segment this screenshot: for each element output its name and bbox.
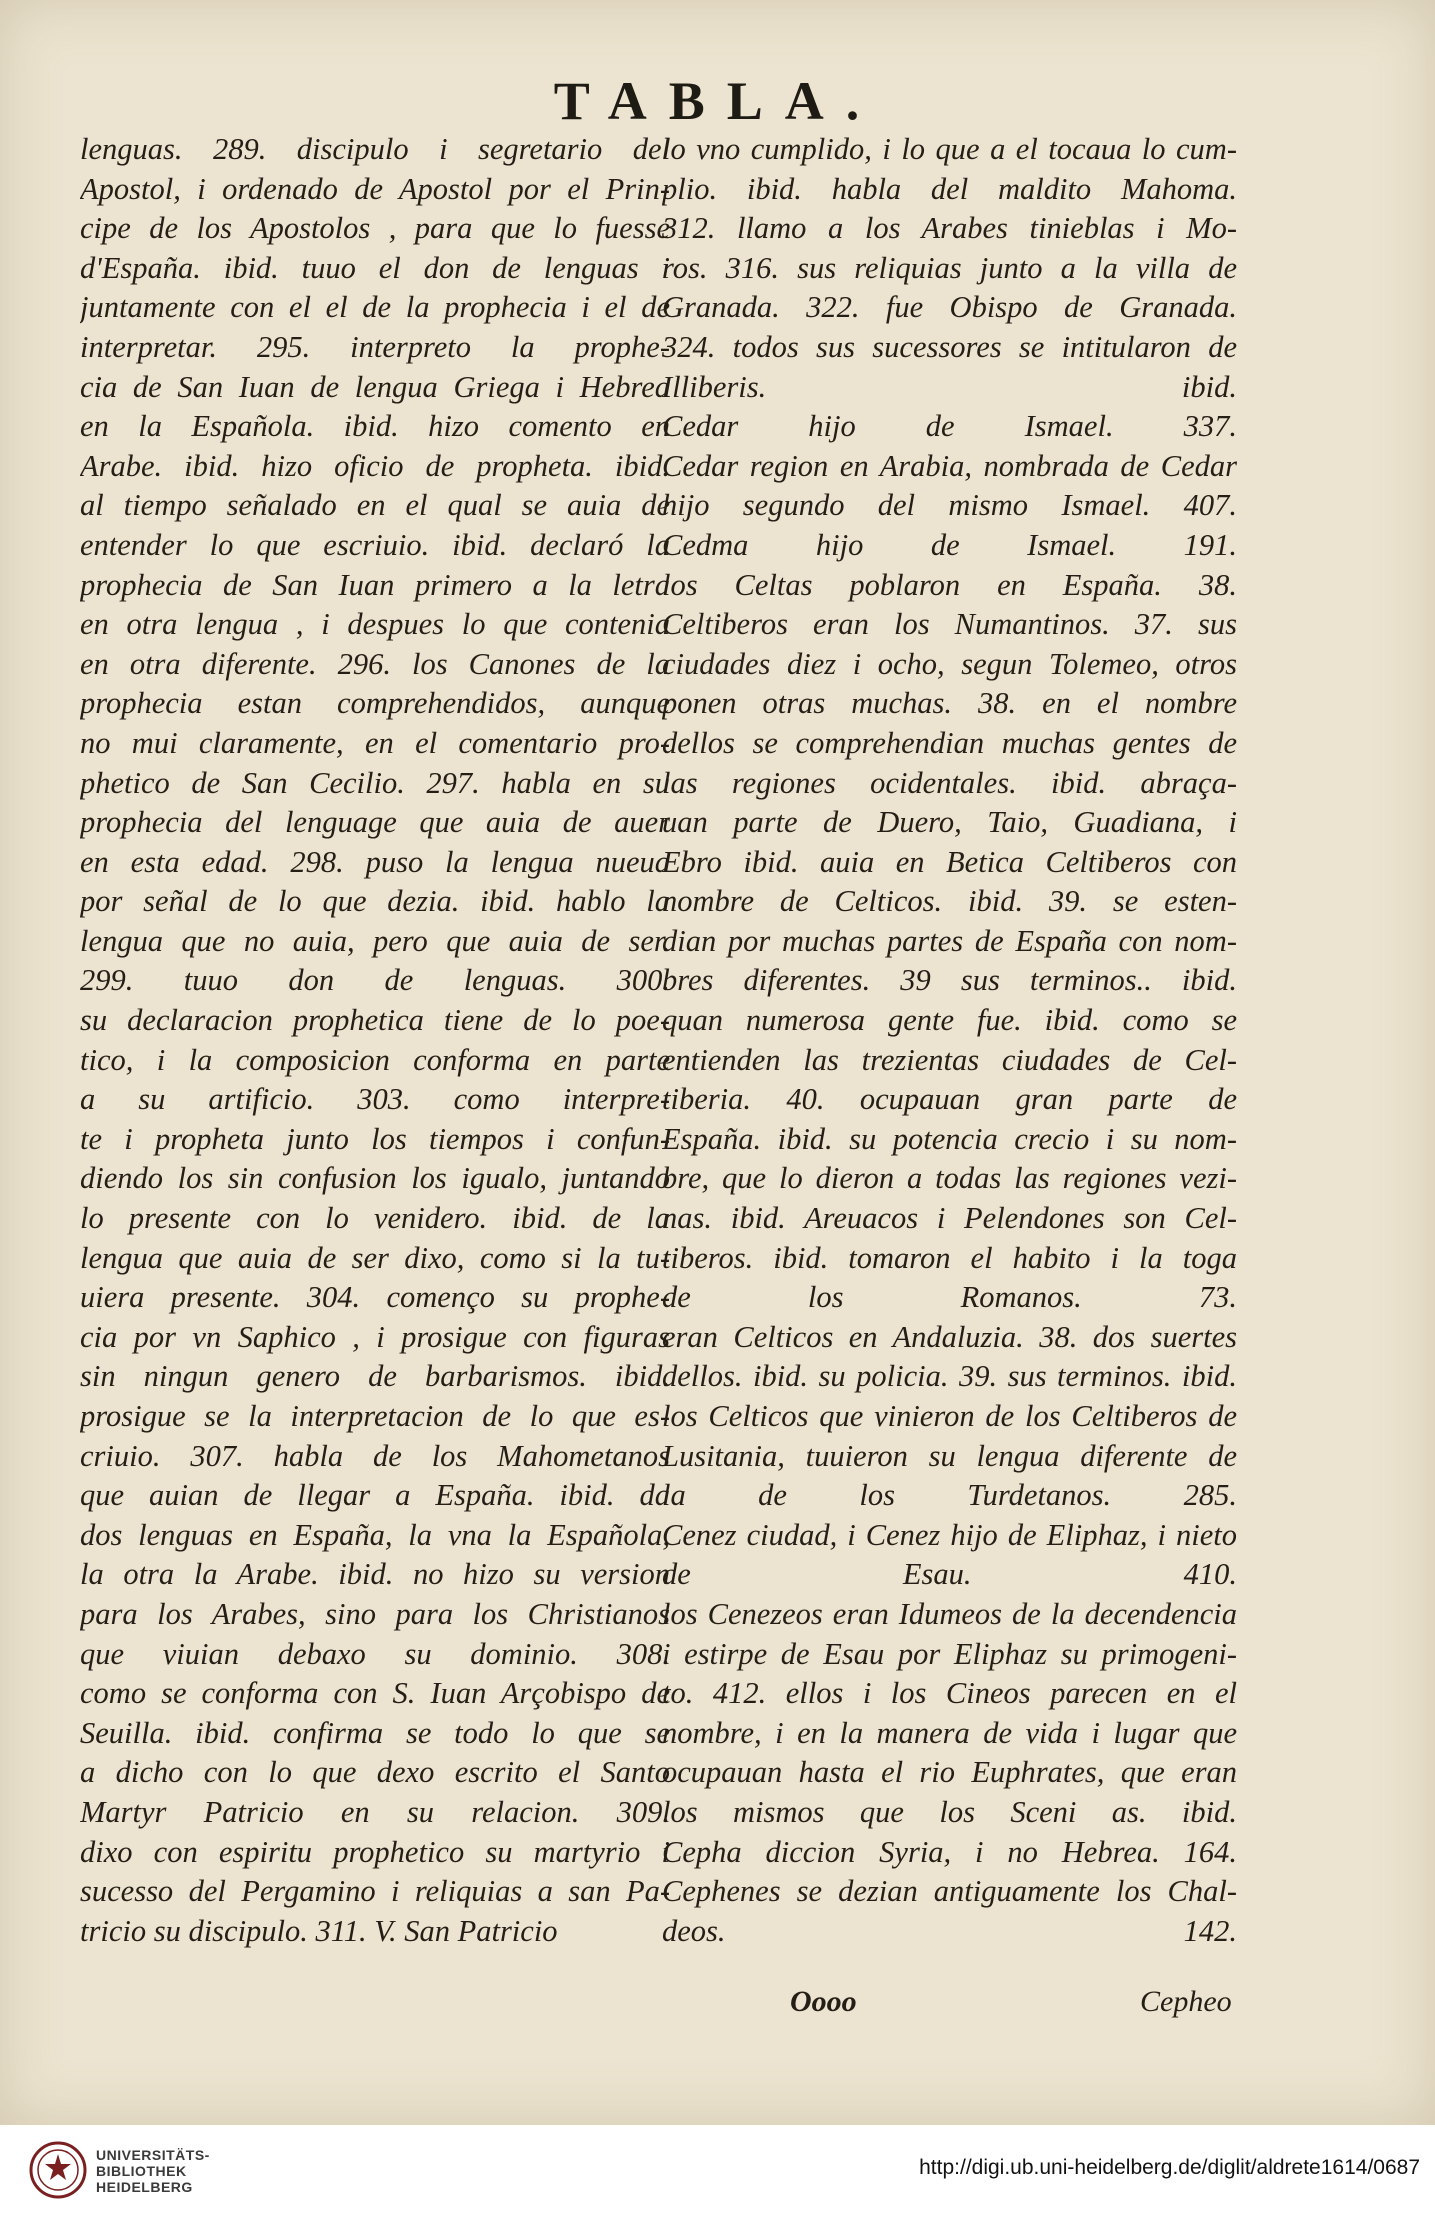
text-line: juntamente con el el de la prophecia i el de xyxy=(80,290,670,325)
text-line: uiera presente. 304. començo su prophe- xyxy=(80,1280,670,1315)
text-line: nombre de Celticos. ibid. 39. se esten- xyxy=(662,884,1237,919)
text-line: cia de San Iuan de lengua Griega i Hebrea xyxy=(80,369,670,404)
text-line: dian por muchas partes de España con nom- xyxy=(662,923,1237,958)
library-name-line: HEIDELBERG xyxy=(96,2179,193,2195)
text-line: Granada. 322. fue Obispo de Granada. xyxy=(662,290,1237,325)
text-line: bres diferentes. 39 sus terminos.. ibid. xyxy=(662,963,1237,998)
text-line: como se conforma con S. Iuan Arçobispo de xyxy=(80,1676,670,1711)
text-line: no mui claramente, en el comentario pro- xyxy=(80,725,670,760)
text-line: tico, i la composicion conforma en parte xyxy=(80,1042,670,1077)
left-column xyxy=(80,130,670,1951)
text-line: Cedar hijo de Ismael. 337. xyxy=(662,409,1237,444)
text-line: en esta edad. 298. puso la lengua nueua xyxy=(80,844,670,879)
text-line: prophecia de San Iuan primero a la letra xyxy=(80,567,670,602)
text-line: Martyr Patricio en su relacion. 309. xyxy=(80,1794,670,1829)
text-line: 312. llamo a los Arabes tinieblas i Mo- xyxy=(662,211,1237,246)
text-line: ros. 316. sus reliquias junto a la villa de xyxy=(662,250,1237,285)
text-line: diendo los sin confusion los igualo, juntando xyxy=(80,1161,670,1196)
text-line: sin ningun genero de barbarismos. ibid. xyxy=(80,1359,670,1394)
text-line: te i propheta junto los tiempos i confun- xyxy=(80,1121,670,1156)
text-line: en otra lengua , i despues lo que contenia xyxy=(80,607,670,642)
text-line: los Cenezeos eran Idumeos de la decendencia xyxy=(662,1596,1237,1631)
text-line: Illiberis. ibid. xyxy=(662,369,1237,404)
text-line: ponen otras muchas. 38. en el nombre xyxy=(662,686,1237,721)
text-line: por señal de lo que dezia. ibid. hablo la xyxy=(80,884,670,919)
text-line: plio. ibid. habla del maldito Mahoma. xyxy=(662,171,1237,206)
text-line: para los Arabes, sino para los Christianos xyxy=(80,1596,670,1631)
text-line: Cedma hijo de Ismael. 191. xyxy=(662,527,1237,562)
text-line: que viuian debaxo su dominio. 308. xyxy=(80,1636,670,1671)
text-line: Celtiberos eran los Numantinos. 37. sus xyxy=(662,607,1237,642)
text-line: en la Española. ibid. hizo comento en xyxy=(80,409,670,444)
text-line: Seuilla. ibid. confirma se todo lo que se xyxy=(80,1715,670,1750)
text-line: lengua que no auia, pero que auia de ser. xyxy=(80,923,670,958)
text-line: phetico de San Cecilio. 297. habla en su xyxy=(80,765,670,800)
text-line: de los Romanos. 73. xyxy=(662,1280,1237,1315)
text-line: prosigue se la interpretacion de lo que es- xyxy=(80,1399,670,1433)
text-line: cia por vn Saphico , i prosigue con figuras xyxy=(80,1319,670,1354)
text-line: dellos se comprehendian muchas gentes de xyxy=(662,725,1237,760)
text-line: prophecia estan comprehendidos, aunque xyxy=(80,686,670,721)
text-line: deos. 142. xyxy=(662,1913,1237,1948)
catchword: Cepheo xyxy=(1140,1985,1232,2018)
text-line: eran Celticos en Andaluzia. 38. dos suertes xyxy=(662,1319,1237,1354)
text-line: d'España. ibid. tuuo el don de lenguas i xyxy=(80,250,670,285)
text-line: dos lenguas en España, la vna la Española, xyxy=(80,1517,670,1552)
text-line: España. ibid. su potencia crecio i su nom- xyxy=(662,1121,1237,1156)
text-line: Cephenes se dezian antiguamente los Chal- xyxy=(662,1874,1237,1909)
text-line: prophecia del lenguage que auia de auer xyxy=(80,805,670,840)
text-line: que auian de llegar a España. ibid. da xyxy=(80,1478,670,1513)
text-line: 324. todos sus sucessores se intitularon de xyxy=(662,329,1237,364)
text-line: Cedar region en Arabia, nombrada de Cedar xyxy=(662,448,1237,483)
library-name-line: BIBLIOTHEK xyxy=(96,2163,187,2179)
text-line: Cenez ciudad, i Cenez hijo de Eliphaz, i nieto xyxy=(662,1517,1237,1552)
text-line: los Celtas poblaron en España. 38. xyxy=(662,567,1237,602)
text-line: 299. tuuo don de lenguas. 300. xyxy=(80,963,670,998)
right-column xyxy=(662,130,1237,1951)
text-line: a su artificio. 303. como interpre- xyxy=(80,1082,670,1117)
signature-mark: Oooo xyxy=(790,1985,857,2018)
text-line: lengua que auia de ser dixo, como si la tu- xyxy=(80,1240,670,1275)
text-line: Arabe. ibid. hizo oficio de propheta. ibid. xyxy=(80,448,670,483)
text-line: lenguas. 289. discipulo i segretario del xyxy=(80,132,670,166)
text-line: la de los Turdetanos. 285. xyxy=(662,1478,1237,1513)
text-line: uan parte de Duero, Taio, Guadiana, i xyxy=(662,805,1237,840)
page-header-title: TABLA. xyxy=(553,71,882,131)
text-line: i estirpe de Esau por Eliphaz su primogeni- xyxy=(662,1636,1237,1671)
library-name xyxy=(96,2147,210,2195)
text-line: nombre, i en la manera de vida i lugar que xyxy=(662,1715,1237,1750)
text-line: Cepha diccion Syria, i no Hebrea. 164. xyxy=(662,1834,1237,1869)
text-line: bre, que lo dieron a todas las regiones vezi- xyxy=(662,1161,1237,1196)
text-line: lo presente con lo venidero. ibid. de la xyxy=(80,1201,670,1236)
text-line: la otra la Arabe. ibid. no hizo su version xyxy=(80,1557,670,1592)
text-line: entienden las trezientas ciudades de Cel- xyxy=(662,1042,1237,1077)
text-line: su declaracion prophetica tiene de lo poe- xyxy=(80,1003,670,1038)
university-seal-icon xyxy=(28,2140,88,2200)
text-line: entender lo que escriuio. ibid. declaró la xyxy=(80,527,670,562)
text-line: las regiones ocidentales. ibid. abraça- xyxy=(662,765,1237,800)
text-line: dellos. ibid. su policia. 39. sus terminos. ibid. xyxy=(662,1359,1237,1394)
text-line: sucesso del Pergamino i reliquias a san Pa- xyxy=(80,1874,670,1909)
text-line: Apostol, i ordenado de Apostol por el Prin- xyxy=(80,171,670,206)
text-line: de Esau. 410. xyxy=(662,1557,1237,1592)
text-line: al tiempo señalado en el qual se auia de xyxy=(80,488,670,523)
text-line: dixo con espiritu prophetico su martyrio i xyxy=(80,1834,670,1869)
text-line: to. 412. ellos i los Cineos parecen en el xyxy=(662,1676,1237,1711)
text-line: tricio su discipulo. 311. V. San Patricio xyxy=(80,1913,558,1948)
text-line: lo vno cumplido, i lo que a el tocaua lo cum- xyxy=(662,132,1237,166)
text-line: Ebro ibid. auia en Betica Celtiberos con xyxy=(662,844,1237,879)
library-name-line: UNIVERSITÄTS- xyxy=(96,2147,210,2163)
text-line: quan numerosa gente fue. ibid. como se xyxy=(662,1003,1237,1038)
text-line: hijo segundo del mismo Ismael. 407. xyxy=(662,488,1237,523)
footer-bar xyxy=(0,2125,1435,2235)
text-line: en otra diferente. 296. los Canones de la xyxy=(80,646,670,681)
text-line: interpretar. 295. interpreto la prophe- xyxy=(80,329,670,364)
text-line: tiberia. 40. ocupauan gran parte de xyxy=(662,1082,1237,1117)
text-line: Lusitania, tuuieron su lengua diferente de xyxy=(662,1438,1237,1473)
text-line: nas. ibid. Areuacos i Pelendones son Cel- xyxy=(662,1201,1237,1236)
text-line: criuio. 307. habla de los Mahometanos xyxy=(80,1438,670,1473)
text-line: los mismos que los Sceni as. ibid. xyxy=(662,1794,1237,1829)
text-line: ciudades diez i ocho, segun Tolemeo, otros xyxy=(662,646,1237,681)
source-url-link[interactable]: http://digi.ub.uni-heidelberg.de/diglit/aldrete1614/0687 xyxy=(919,2156,1420,2179)
text-line: cipe de los Apostolos , para que lo fuesse xyxy=(80,211,670,246)
text-line: los Celticos que vinieron de los Celtiberos de xyxy=(662,1399,1237,1433)
text-line: ocupauan hasta el rio Euphrates, que eran xyxy=(662,1755,1237,1790)
text-line: tiberos. ibid. tomaron el habito i la toga xyxy=(662,1240,1237,1275)
text-line: a dicho con lo que dexo escrito el Santo xyxy=(80,1755,670,1790)
